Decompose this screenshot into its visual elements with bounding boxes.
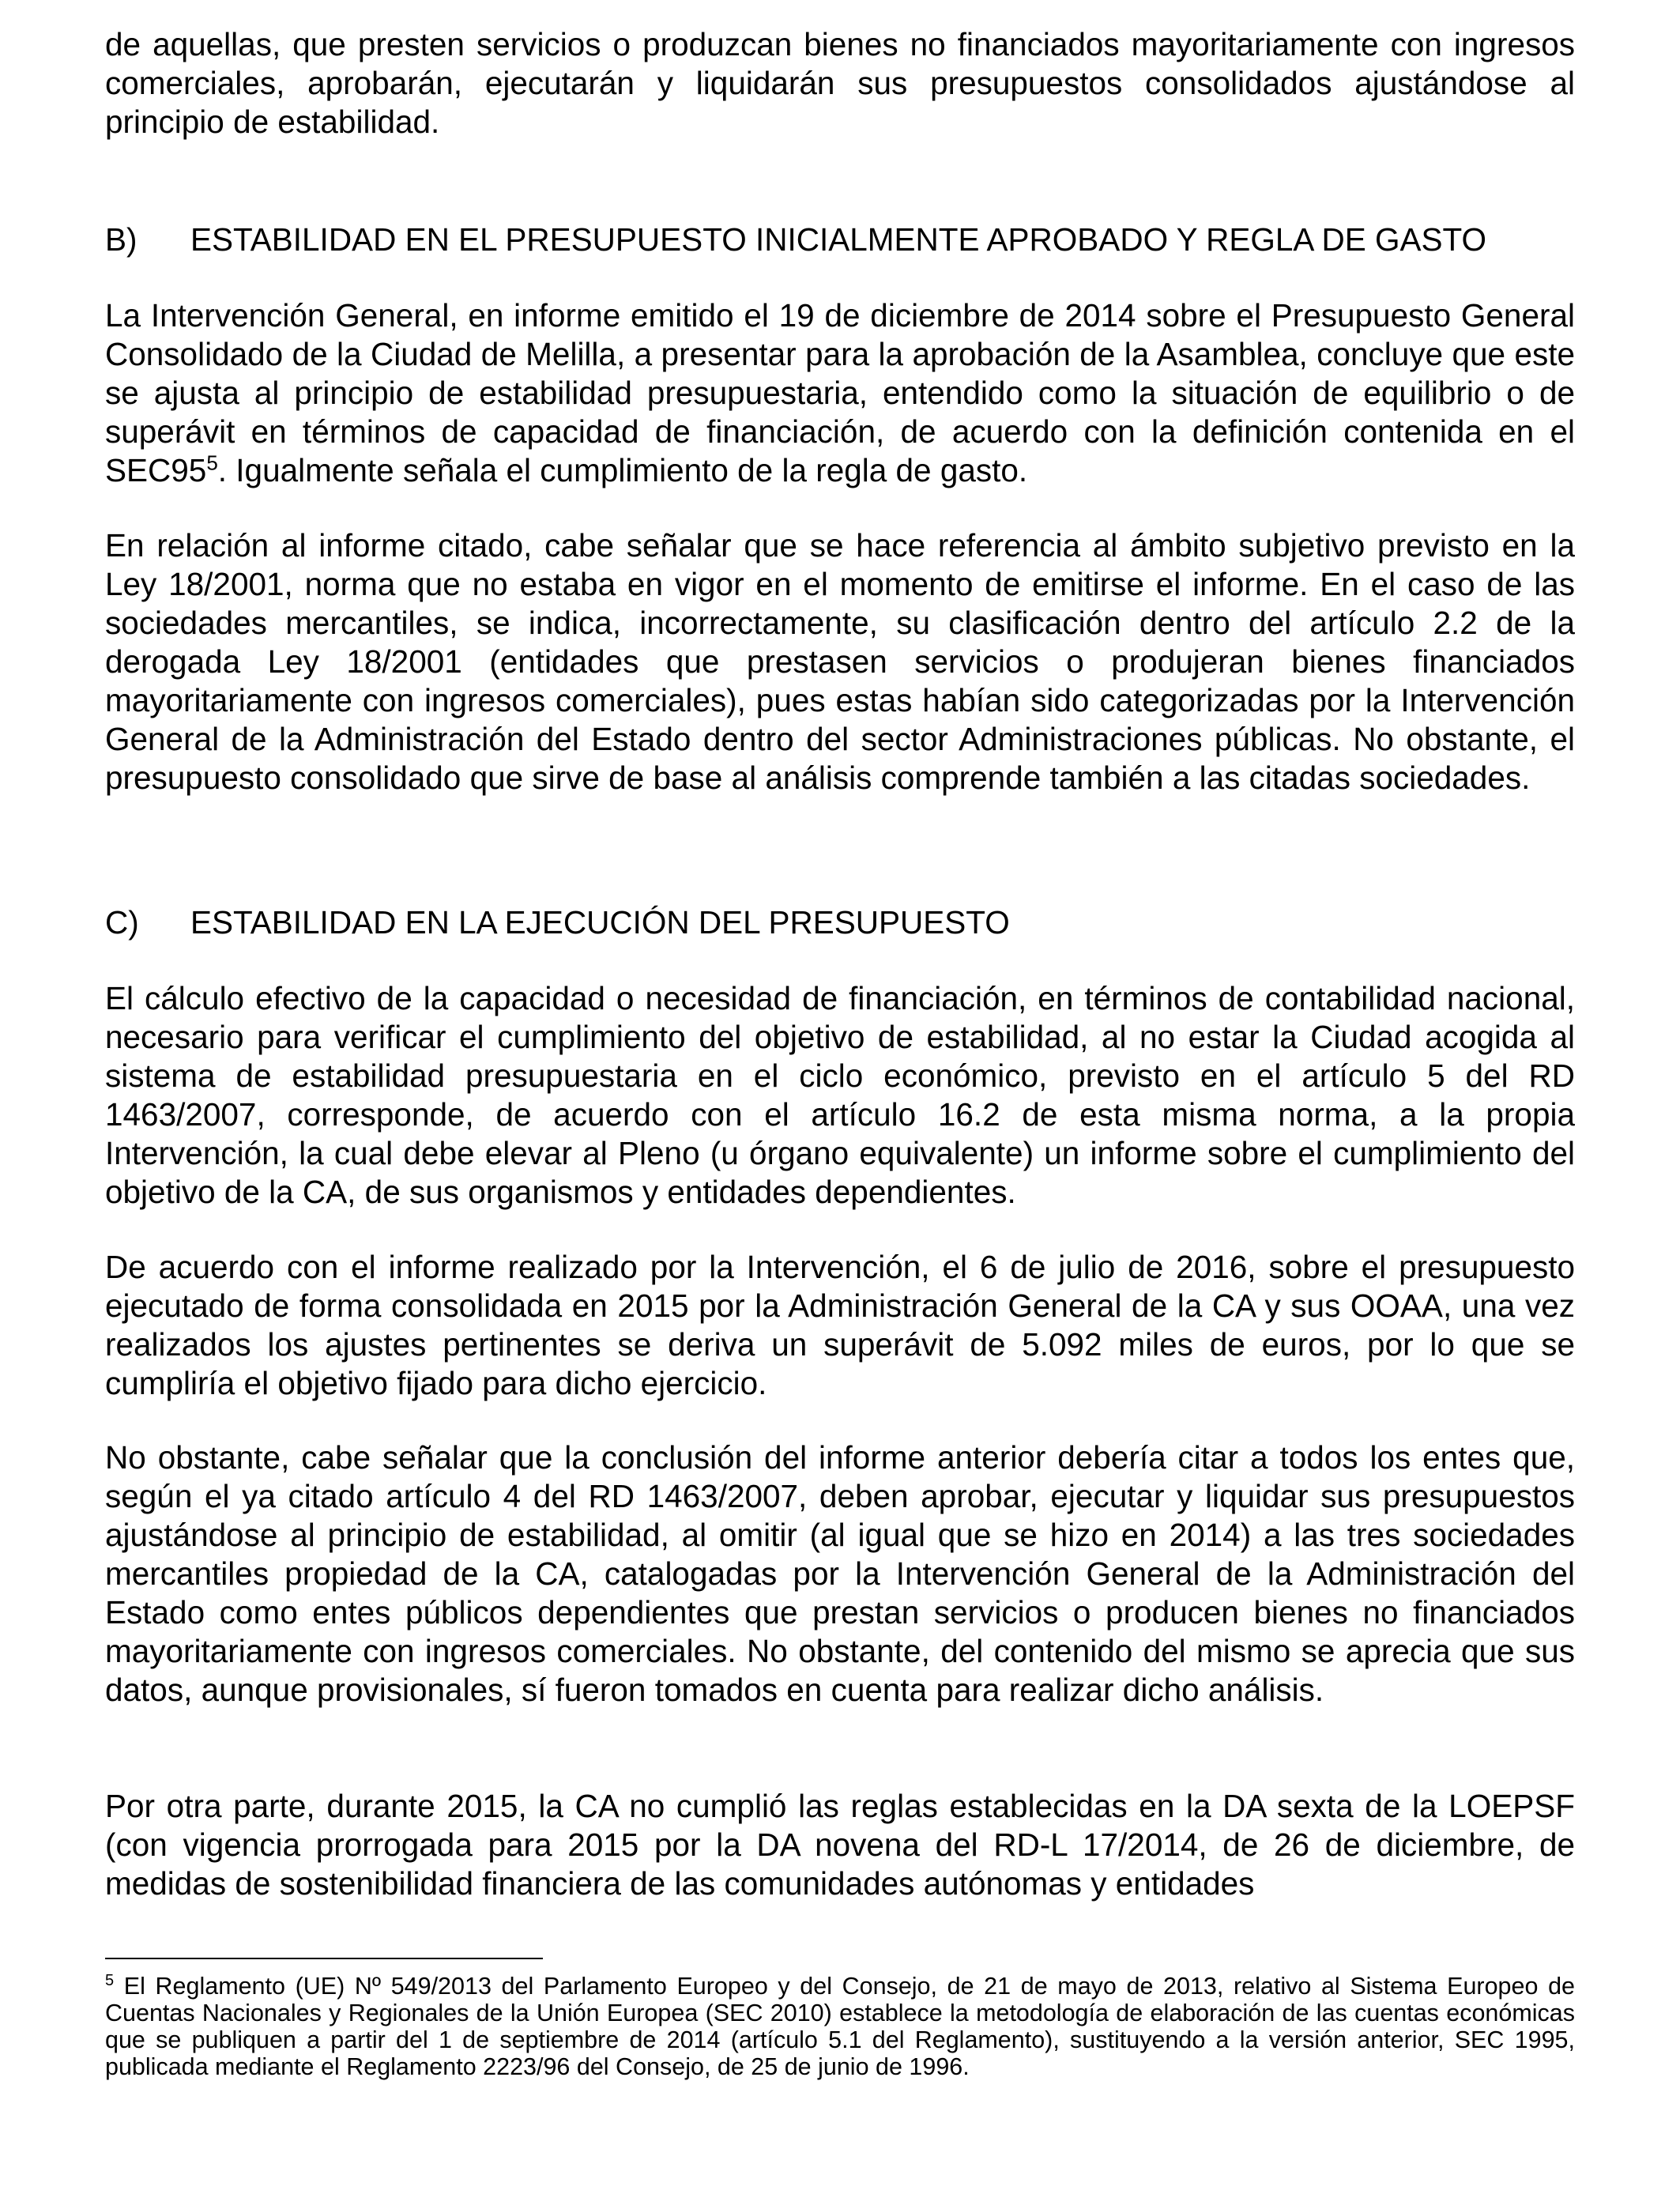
section-title: ESTABILIDAD EN EL PRESUPUESTO INICIALMENTE APROBADO Y REGLA DE GASTO xyxy=(190,221,1486,258)
paragraph-text: La Intervención General, en informe emitido el 19 de diciembre de 2014 sobre el Presupuesto General Consolidado de la Ciudad de Melilla, a presentar para la aprobación de la Asamblea, concluye que este se ajusta al principio de estabilidad presupuestaria, entendido como la situación de equilibrio o de superávit en términos de capacidad de financiación, de acuerdo con la definición contenida en el SEC95 xyxy=(105,297,1575,488)
paragraph-surplus xyxy=(105,1248,1575,1403)
paragraph-text: . Igualmente señala el cumplimiento de la regla de gasto. xyxy=(217,452,1028,488)
section-heading-b xyxy=(105,221,1575,259)
section-letter: B) xyxy=(105,221,137,258)
paragraph-omission xyxy=(105,1438,1575,1710)
footnote-separator xyxy=(105,1958,543,1959)
footnote xyxy=(105,1973,1575,2080)
section-heading-c xyxy=(105,903,1575,942)
paragraph-calculation xyxy=(105,979,1575,1212)
paragraph-continuation xyxy=(105,25,1575,141)
paragraph-text: De acuerdo con el informe realizado por la Intervención, el 6 de julio de 2016, sobre el presupuesto ejecutado de forma consolidada en 2015 por la Administración General de la CA y sus OOAA, una vez realizados los ajustes pertinentes se deriva un superávit de 5.092 miles de euros, por lo que se cumpliría el objetivo fijado para dicho ejercicio. xyxy=(105,1249,1575,1401)
footnote-number: 5 xyxy=(105,1971,115,1989)
section-letter: C) xyxy=(105,904,139,941)
footnote-text: El Reglamento (UE) Nº 549/2013 del Parlamento Europeo y del Consejo, de 21 de mayo de 2013, relativo al Sistema Europeo de Cuentas Nacionales y Regionales de la Unión Europea (SEC 2010) establece la metodología de elaboración de las cuentas económicas que se publiquen a partir del 1 de septiembre de 2014 (artículo 5.1 del Reglamento), sustituyendo a la versión anterior, SEC 1995, publicada mediante el Reglamento 2223/96 del Consejo, de 25 de junio de 1996. xyxy=(105,1973,1575,2080)
paragraph-text: El cálculo efectivo de la capacidad o necesidad de financiación, en términos de contabilidad nacional, necesario para verificar el cumplimiento del objetivo de estabilidad, al no estar la Ciudad acogida al sistema de estabilidad presupuestaria en el ciclo económico, previsto en el artículo 5 del RD 1463/2007, corresponde, de acuerdo con el artículo 16.2 de esta misma norma, a la propia Intervención, la cual debe elevar al Pleno (u órgano equivalente) un informe sobre el cumplimiento del objetivo de la CA, de sus organismos y entidades dependientes. xyxy=(105,980,1575,1210)
paragraph-report-remarks xyxy=(105,526,1575,797)
paragraph-text: No obstante, cabe señalar que la conclusión del informe anterior debería citar a todos los entes que, según el ya citado artículo 4 del RD 1463/2007, deben aprobar, ejecutar y liquidar sus presupuestos ajustándose al principio de estabilidad, al omitir (al igual que se hizo en 2014) a las tres sociedades mercantiles propiedad de la CA, catalogadas por la Intervención General de la Administración del Estado como entes públicos dependientes que prestan servicios o producen bienes no financiados mayoritariamente con ingresos comerciales. No obstante, del contenido del mismo se aprecia que sus datos, aunque provisionales, sí fueron tomados en cuenta para realizar dicho análisis. xyxy=(105,1439,1575,1708)
paragraph-rules xyxy=(105,1787,1575,1903)
section-title: ESTABILIDAD EN LA EJECUCIÓN DEL PRESUPUESTO xyxy=(190,904,1010,941)
footnote-reference[interactable]: 5 xyxy=(206,450,218,475)
paragraph-text: En relación al informe citado, cabe señalar que se hace referencia al ámbito subjetivo previsto en la Ley 18/2001, norma que no estaba en vigor en el momento de emitirse el informe. En el caso de las sociedades mercantiles, se indica, incorrectamente, su clasificación dentro del artículo 2.2 de la derogada Ley 18/2001 (entidades que prestasen servicios o produjeran bienes financiados mayoritariamente con ingresos comerciales), pues estas habían sido categorizadas por la Intervención General de la Administración del Estado dentro del sector Administraciones públicas. No obstante, el presupuesto consolidado que sirve de base al análisis comprende también a las citadas sociedades. xyxy=(105,527,1575,796)
paragraph-initial-budget xyxy=(105,296,1575,490)
paragraph-text: de aquellas, que presten servicios o produzcan bienes no financiados mayoritariamente con ingresos comerciales, aprobarán, ejecutarán y liquidarán sus presupuestos consolidados ajustándose al principio de estabilidad. xyxy=(105,26,1575,140)
paragraph-text: Por otra parte, durante 2015, la CA no cumplió las reglas establecidas en la DA sexta de la LOEPSF (con vigencia prorrogada para 2015 por la DA novena del RD-L 17/2014, de 26 de diciembre, de medidas de sostenibilidad financiera de las comunidades autónomas y entidades xyxy=(105,1788,1575,1902)
